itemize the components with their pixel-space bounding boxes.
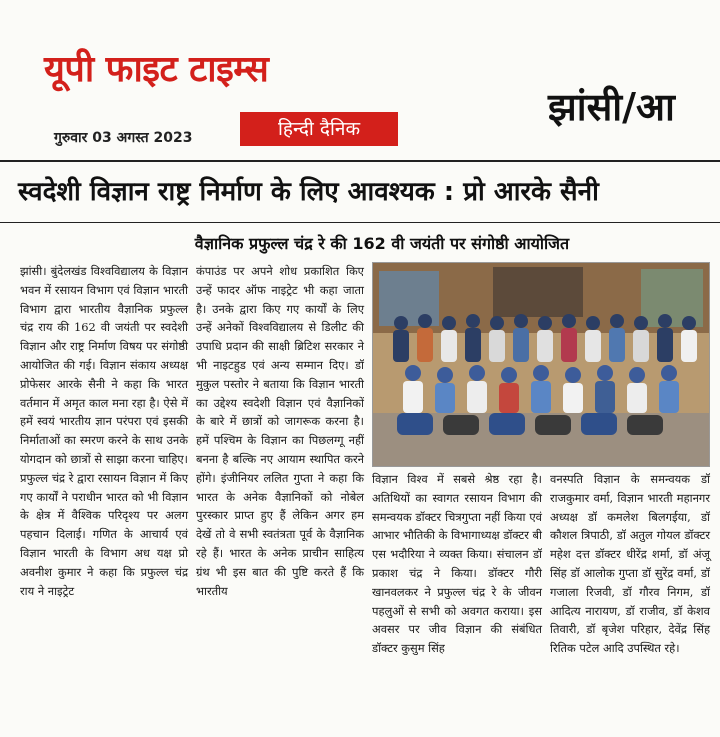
column-text: वनस्पति विज्ञान के समन्वयक डॉ राजकुमार वर्मा, विज्ञान भारती महानगर अध्यक्ष डॉ कमलेश बिलगईया, डॉ कौशल त्रिपाठी, डॉ अतुल गोयल डॉक्टर महेश दत्त डॉक्टर धीरेंद्र शर्मा, डॉ अंजू सिंह डॉ आलोक गुप्ता डॉ सुरेंद्र वर्मा, डॉ गजाला रिजवी, डॉ गौरव निगम, डॉ आदित्य नारायण, डॉ राजीव, डॉ केशव तिवारी, डॉ बृजेश परिहार, देवेंद्र सिंह रितिक पटेल आदि उपस्थित रहे। [550,472,710,656]
column-text: विज्ञान विश्व में सबसे श्रेष्ठ रहा है। अतिथियों का स्वागत रसायन विभाग की समन्वयक डॉक्टर चित्रगुप्ता नहीं किया एवं आभार भौतिकी के विभागाध्यक्ष डॉक्टर बी एस भदौरिया ने व्यक्त किया। संचालन डॉ प्रकाश चंद्र ने किया। डॉक्टर गौरी खानवलकर ने प्रफुल्ल चंद्र रे के जीवन पहलुओं से सभी को अवगत कराया। इस अवसर पर जीव विज्ञान की संबंधित डॉक्टर कुसुम सिंह [372,472,542,656]
edition-city: झांसी/आ [548,85,675,129]
article-subheadline: वैज्ञानिक प्रफुल्ल चंद्र रे की 162 वी जयंती पर संगोष्ठी आयोजित [194,234,570,253]
article-column-1 [20,262,188,600]
header-divider [0,160,720,162]
headline-divider [0,222,720,223]
article-column-3 [372,470,542,658]
article-column-4 [550,470,710,658]
column-text: झांसी। बुंदेलखंड विश्वविद्यालय के विज्ञान भवन में रसायन विभाग एवं विज्ञान भारती विभाग द्वारा भारतीय वैज्ञानिक प्रफुल्ल चंद्र राय की 162 वी जयंती पर स्वदेशी विज्ञान और राष्ट्र निर्माण विषय पर संगोष्ठी आयोजित की गई। विज्ञान संकाय अध्यक्ष प्रोफेसर आरके सैनी ने कहा कि भारत वर्तमान में अमृत काल मना रहा है। ऐसे में हमें स्वयं भारतीय ज्ञान परंपरा एवं इसकी निर्माताओं का स्मरण करने के साथ उनके योगदान को छात्रों से साझा करना चाहिए। प्रफुल्ल चंद्र रे द्वारा रसायन विज्ञान में किए गए कार्यों ने पराधीन भारत को भी विज्ञान के क्षेत्र में वैश्विक परिदृश्य पर अलग पहचान दिलाई। गणित के आचार्य एवं विज्ञान भारती के विभाग अध यक्ष प्रो अवनीश कुमार ने कहा कि प्रफुल्ल चंद्र राय ने नाइट्रेट [20,264,188,598]
article-column-2 [196,262,364,600]
article-headline: स्वदेशी विज्ञान राष्ट्र निर्माण के लिए आवश्यक : प्रो आरके सैनी [18,177,599,207]
hindi-daily-badge: हिन्दी दैनिक [240,112,398,146]
group-photo [372,262,710,467]
masthead-date: गुरुवार 03 अगस्त 2023 [54,130,193,146]
masthead-title: यूपी फाइट टाइम्स [44,49,269,90]
column-text: कंपाउंड पर अपने शोध प्रकाशित किए उन्हें फादर ऑफ नाइट्रेट भी कहा जाता है। उनके द्वारा किए गए कार्यों के लिए उन्हें अनेकों विश्वविद्यालय से डिलीट की उपाधि प्रदान की साक्षी ब्रिटिश सरकार ने भी नाइटहुड एवं अन्य सम्मान दिए। डॉ मुकुल पस्तोर ने बताया कि विज्ञान भारती का उद्देश्य स्वदेशी विज्ञान एवं वैज्ञानिकों के बारे में छात्रों को जागरूक करना है। हमें पश्चिम के विज्ञान का पिछलग्गू नहीं बनना है बल्कि नए आयाम स्थापित करने होंगे। इंजीनियर ललित गुप्ता ने कहा कि भारत के अनेक वैज्ञानिकों को नोबेल पुरस्कार प्राप्त हुए हैं लेकिन अगर हम देखें तो वे सभी स्वतंत्रता पूर्व के वैज्ञानिक रहे हैं। भारत के अनेक प्राचीन साहित्य ग्रंथ भी इस बात की पुष्टि करते हैं कि भारतीय [196,264,364,598]
group-photo-illustration [373,263,709,466]
